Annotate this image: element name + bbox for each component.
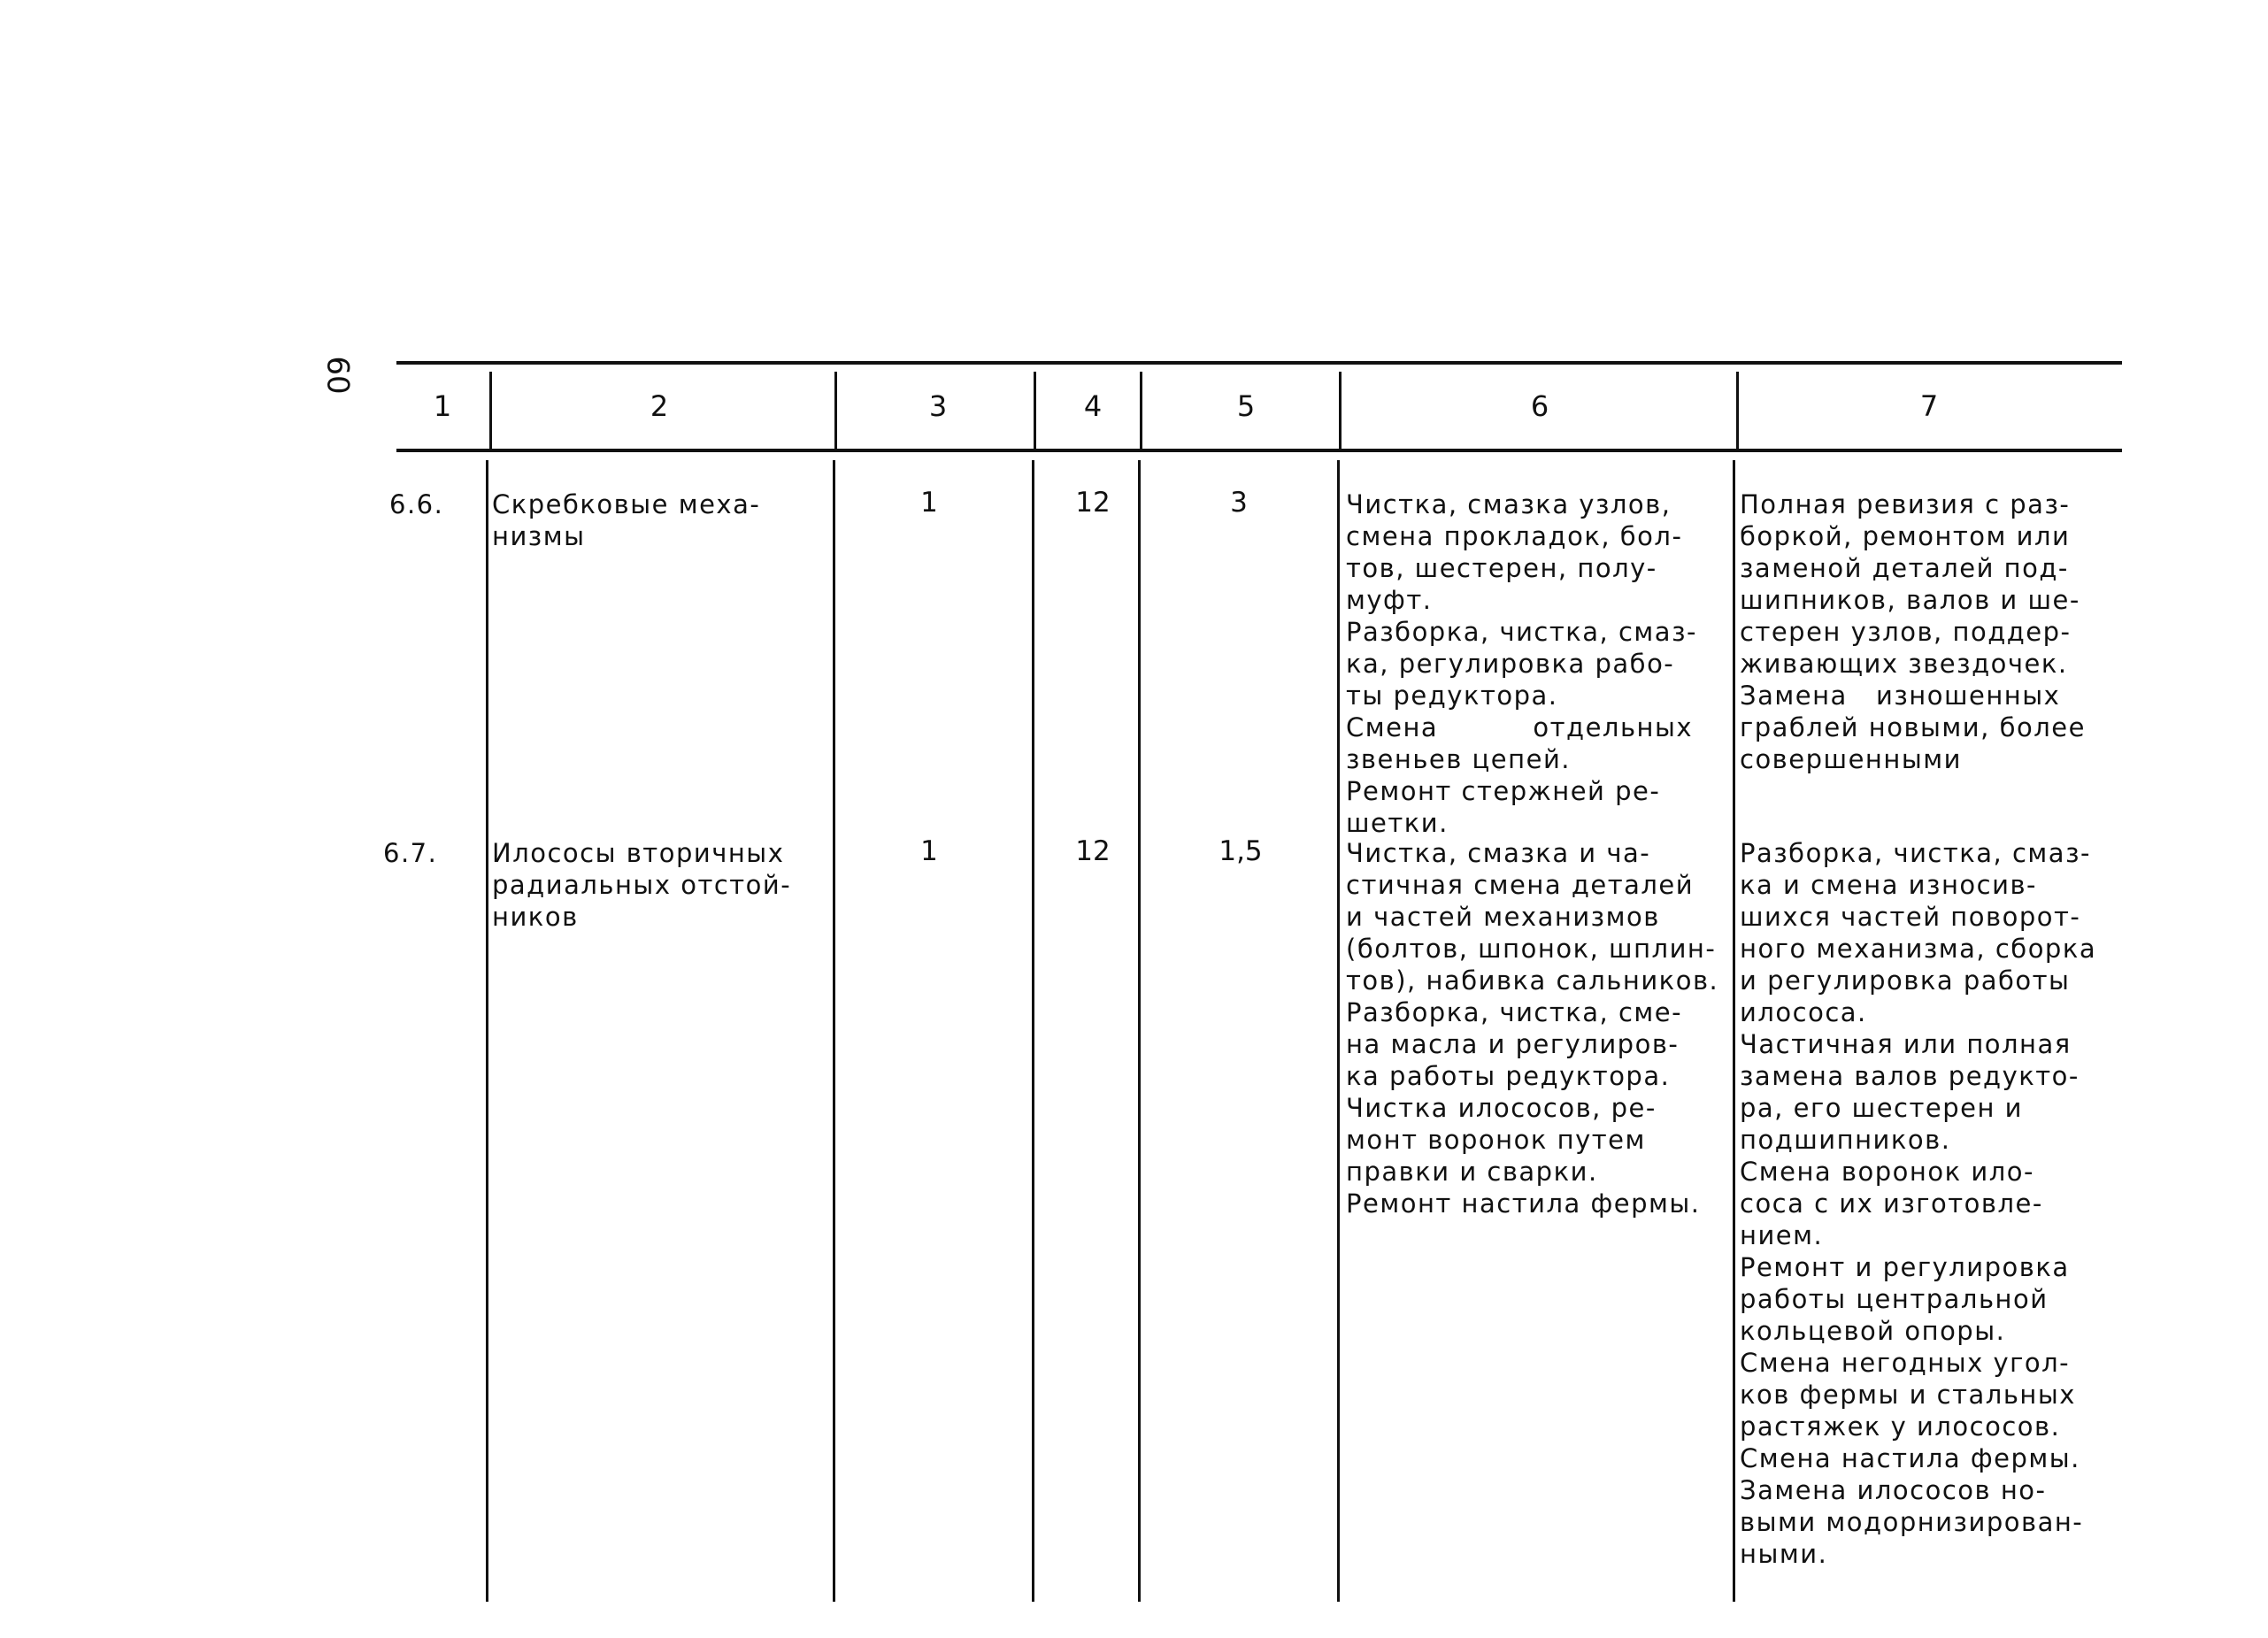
header-divider-3 bbox=[1034, 372, 1036, 451]
text-line: Чистка, смазка узлов, bbox=[1346, 489, 1672, 519]
header-divider-6 bbox=[1736, 372, 1739, 451]
row-6-7-works bbox=[1346, 837, 1718, 1219]
row-6-6-name bbox=[492, 488, 760, 552]
text-line: Ремонт и регулировка bbox=[1740, 1252, 2070, 1282]
header-col-4: 4 bbox=[1083, 389, 1103, 423]
page-number: 60 bbox=[319, 356, 356, 395]
text-line: тов), набивка сальников. bbox=[1346, 965, 1719, 996]
text-line: шихся частей поворот- bbox=[1740, 902, 2081, 932]
text-line: Разборка, чистка, смаз- bbox=[1346, 617, 1697, 647]
text-line: стерен узлов, поддер- bbox=[1740, 617, 2072, 647]
header-col-5: 5 bbox=[1236, 389, 1256, 423]
text-line: на масла и регулиров- bbox=[1346, 1029, 1680, 1059]
row-6-6-works bbox=[1346, 488, 1697, 839]
text-line: Чистка, смазка и ча- bbox=[1346, 838, 1651, 868]
table-header-bottom-rule bbox=[396, 449, 2122, 452]
text-line: Разборка, чистка, смаз- bbox=[1740, 838, 2091, 868]
text-line: Смена отдельных bbox=[1346, 712, 1694, 742]
text-line: выми модорнизирован- bbox=[1740, 1507, 2084, 1537]
row-6-6-number: 6.6. bbox=[389, 489, 444, 519]
text-line: радиальных отстой- bbox=[492, 870, 792, 900]
body-divider-2 bbox=[833, 460, 835, 1602]
text-line: кольцевой опоры. bbox=[1740, 1316, 2006, 1346]
text-line: илососа. bbox=[1740, 997, 1867, 1027]
text-line: ков фермы и стальных bbox=[1740, 1380, 2076, 1410]
text-line: смена прокладок, бол- bbox=[1346, 521, 1683, 551]
text-line: муфт. bbox=[1346, 585, 1433, 615]
text-line: нием. bbox=[1740, 1220, 1824, 1250]
text-line: Ремонт настила фермы. bbox=[1346, 1188, 1701, 1219]
text-line: Скребковые меха- bbox=[492, 489, 761, 519]
text-line: ников bbox=[492, 902, 579, 932]
header-divider-1 bbox=[489, 372, 492, 451]
text-line: заменой деталей под- bbox=[1740, 553, 2069, 583]
body-divider-5 bbox=[1337, 460, 1340, 1602]
text-line: живающих звездочек. bbox=[1740, 649, 2068, 679]
text-line: монт воронок путем bbox=[1346, 1125, 1646, 1155]
text-line: совершенными bbox=[1740, 744, 1962, 774]
text-line: ного механизма, сборка bbox=[1740, 934, 2097, 964]
row-6-6-col4: 12 bbox=[1075, 487, 1111, 519]
text-line: Смена настила фермы. bbox=[1740, 1443, 2080, 1473]
text-line: низмы bbox=[492, 521, 586, 551]
text-line: Смена воронок ило- bbox=[1740, 1157, 2034, 1187]
header-divider-2 bbox=[834, 372, 837, 451]
text-line: правки и сварки. bbox=[1346, 1157, 1598, 1187]
row-6-6-capital-works bbox=[1740, 488, 2086, 775]
text-line: (болтов, шпонок, шплин- bbox=[1346, 934, 1717, 964]
body-divider-3 bbox=[1032, 460, 1034, 1602]
header-col-2: 2 bbox=[650, 389, 669, 423]
text-line: ка работы редуктора. bbox=[1346, 1061, 1671, 1091]
text-line: соса с их изготовле- bbox=[1740, 1188, 2043, 1219]
row-6-6-col3: 1 bbox=[920, 487, 938, 519]
text-line: Смена негодных угол- bbox=[1740, 1348, 2071, 1378]
header-col-7: 7 bbox=[1919, 389, 1939, 423]
text-line: стичная смена деталей bbox=[1346, 870, 1695, 900]
text-line: работы центральной bbox=[1740, 1284, 2049, 1314]
text-line: Полная ревизия с раз- bbox=[1740, 489, 2071, 519]
text-line: ка и смена износив- bbox=[1740, 870, 2038, 900]
text-line: и регулировка работы bbox=[1740, 965, 2071, 996]
row-6-7-number: 6.7. bbox=[383, 838, 438, 868]
body-divider-4 bbox=[1138, 460, 1141, 1602]
text-line: ка, регулировка рабо- bbox=[1346, 649, 1675, 679]
row-6-7-name bbox=[492, 837, 791, 933]
text-line: и частей механизмов bbox=[1346, 902, 1660, 932]
row-6-7-col3: 1 bbox=[920, 835, 938, 867]
text-line: ра, его шестерен и bbox=[1740, 1093, 2023, 1123]
row-6-7-capital-works bbox=[1740, 837, 2096, 1570]
header-col-6: 6 bbox=[1530, 389, 1549, 423]
table-top-rule bbox=[396, 361, 2122, 365]
text-line: тов, шестерен, полу- bbox=[1346, 553, 1657, 583]
text-line: Частичная или полная bbox=[1740, 1029, 2072, 1059]
text-line: Илососы вторичных bbox=[492, 838, 785, 868]
header-divider-4 bbox=[1140, 372, 1142, 451]
text-line: звеньев цепей. bbox=[1346, 744, 1572, 774]
header-divider-5 bbox=[1339, 372, 1342, 451]
text-line: подшипников. bbox=[1740, 1125, 1951, 1155]
text-line: боркой, ремонтом или bbox=[1740, 521, 2071, 551]
row-6-7-col4: 12 bbox=[1075, 835, 1111, 867]
header-col-1: 1 bbox=[433, 389, 452, 423]
text-line: Ремонт стержней ре- bbox=[1346, 776, 1661, 806]
text-line: Разборка, чистка, сме- bbox=[1346, 997, 1683, 1027]
body-divider-6 bbox=[1733, 460, 1735, 1602]
text-line: граблей новыми, более bbox=[1740, 712, 2086, 742]
text-line: Замена илососов но- bbox=[1740, 1475, 2047, 1505]
text-line: шипников, валов и ше- bbox=[1740, 585, 2080, 615]
text-line: растяжек у илососов. bbox=[1740, 1411, 2061, 1442]
row-6-6-col5: 3 bbox=[1230, 487, 1248, 519]
text-line: замена валов редукто- bbox=[1740, 1061, 2080, 1091]
text-line: Замена изношенных bbox=[1740, 681, 2061, 711]
header-col-3: 3 bbox=[928, 389, 948, 423]
text-line: ными. bbox=[1740, 1539, 1828, 1569]
text-line: Чистка илососов, ре- bbox=[1346, 1093, 1657, 1123]
text-line: ты редуктора. bbox=[1346, 681, 1558, 711]
text-line: шетки. bbox=[1346, 808, 1449, 838]
row-6-7-col5: 1,5 bbox=[1219, 835, 1263, 867]
body-divider-1 bbox=[486, 460, 488, 1602]
